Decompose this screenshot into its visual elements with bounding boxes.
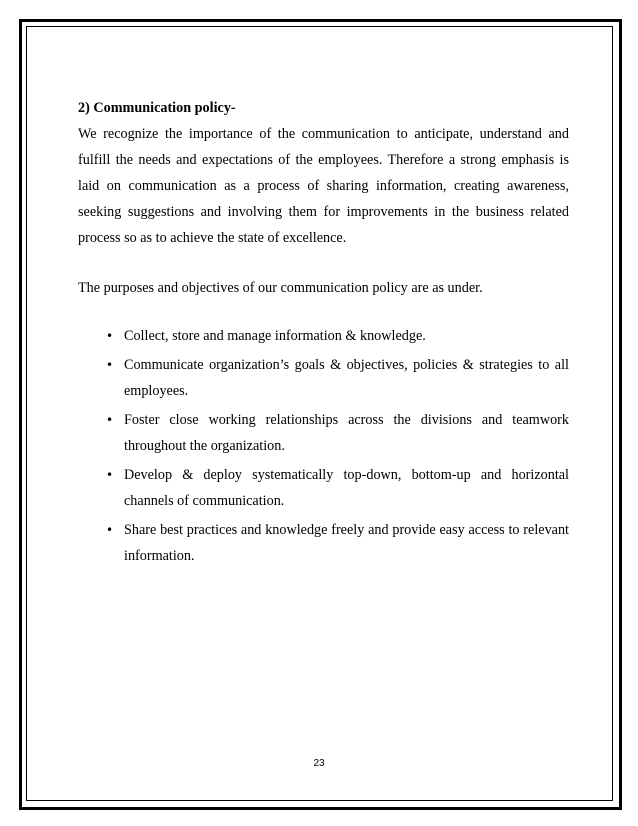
list-item-text: Collect, store and manage information & knowledge. [124, 328, 426, 344]
bullet-icon: • [106, 329, 114, 343]
list-item [78, 462, 569, 514]
list-item-text: Share best practices and knowledge freely and provide easy access to relevant information. [124, 522, 569, 564]
objectives-list [78, 323, 569, 569]
bullet-icon: • [106, 468, 114, 482]
intro-sentence: The purposes and objectives of our communication policy are as under. [78, 280, 483, 296]
document-body [78, 95, 569, 572]
page-number: 23 [313, 758, 325, 769]
section-heading: 2) Communication policy- [78, 100, 236, 116]
list-item [78, 407, 569, 459]
list-item-text: Communicate organization’s goals & objectives, policies & strategies to all employees. [124, 357, 569, 399]
list-item-text: Foster close working relationships across the divisions and teamwork throughout the organization. [124, 412, 569, 454]
list-item [78, 323, 569, 349]
list-item [78, 517, 569, 569]
list-item [78, 352, 569, 404]
policy-paragraph: We recognize the importance of the communication to anticipate, understand and fulfill the needs and expectations of the employees. Therefore a strong emphasis is laid on communication as a process of sharing information, creating awareness, seeking suggestions and involving them for improvements in the business related process so as to achieve the state of excellence. [78, 126, 569, 246]
list-item-text: Develop & deploy systematically top-down, bottom-up and horizontal channels of communication. [124, 467, 569, 509]
bullet-icon: • [106, 413, 114, 427]
bullet-icon: • [106, 523, 114, 537]
bullet-icon: • [106, 358, 114, 372]
